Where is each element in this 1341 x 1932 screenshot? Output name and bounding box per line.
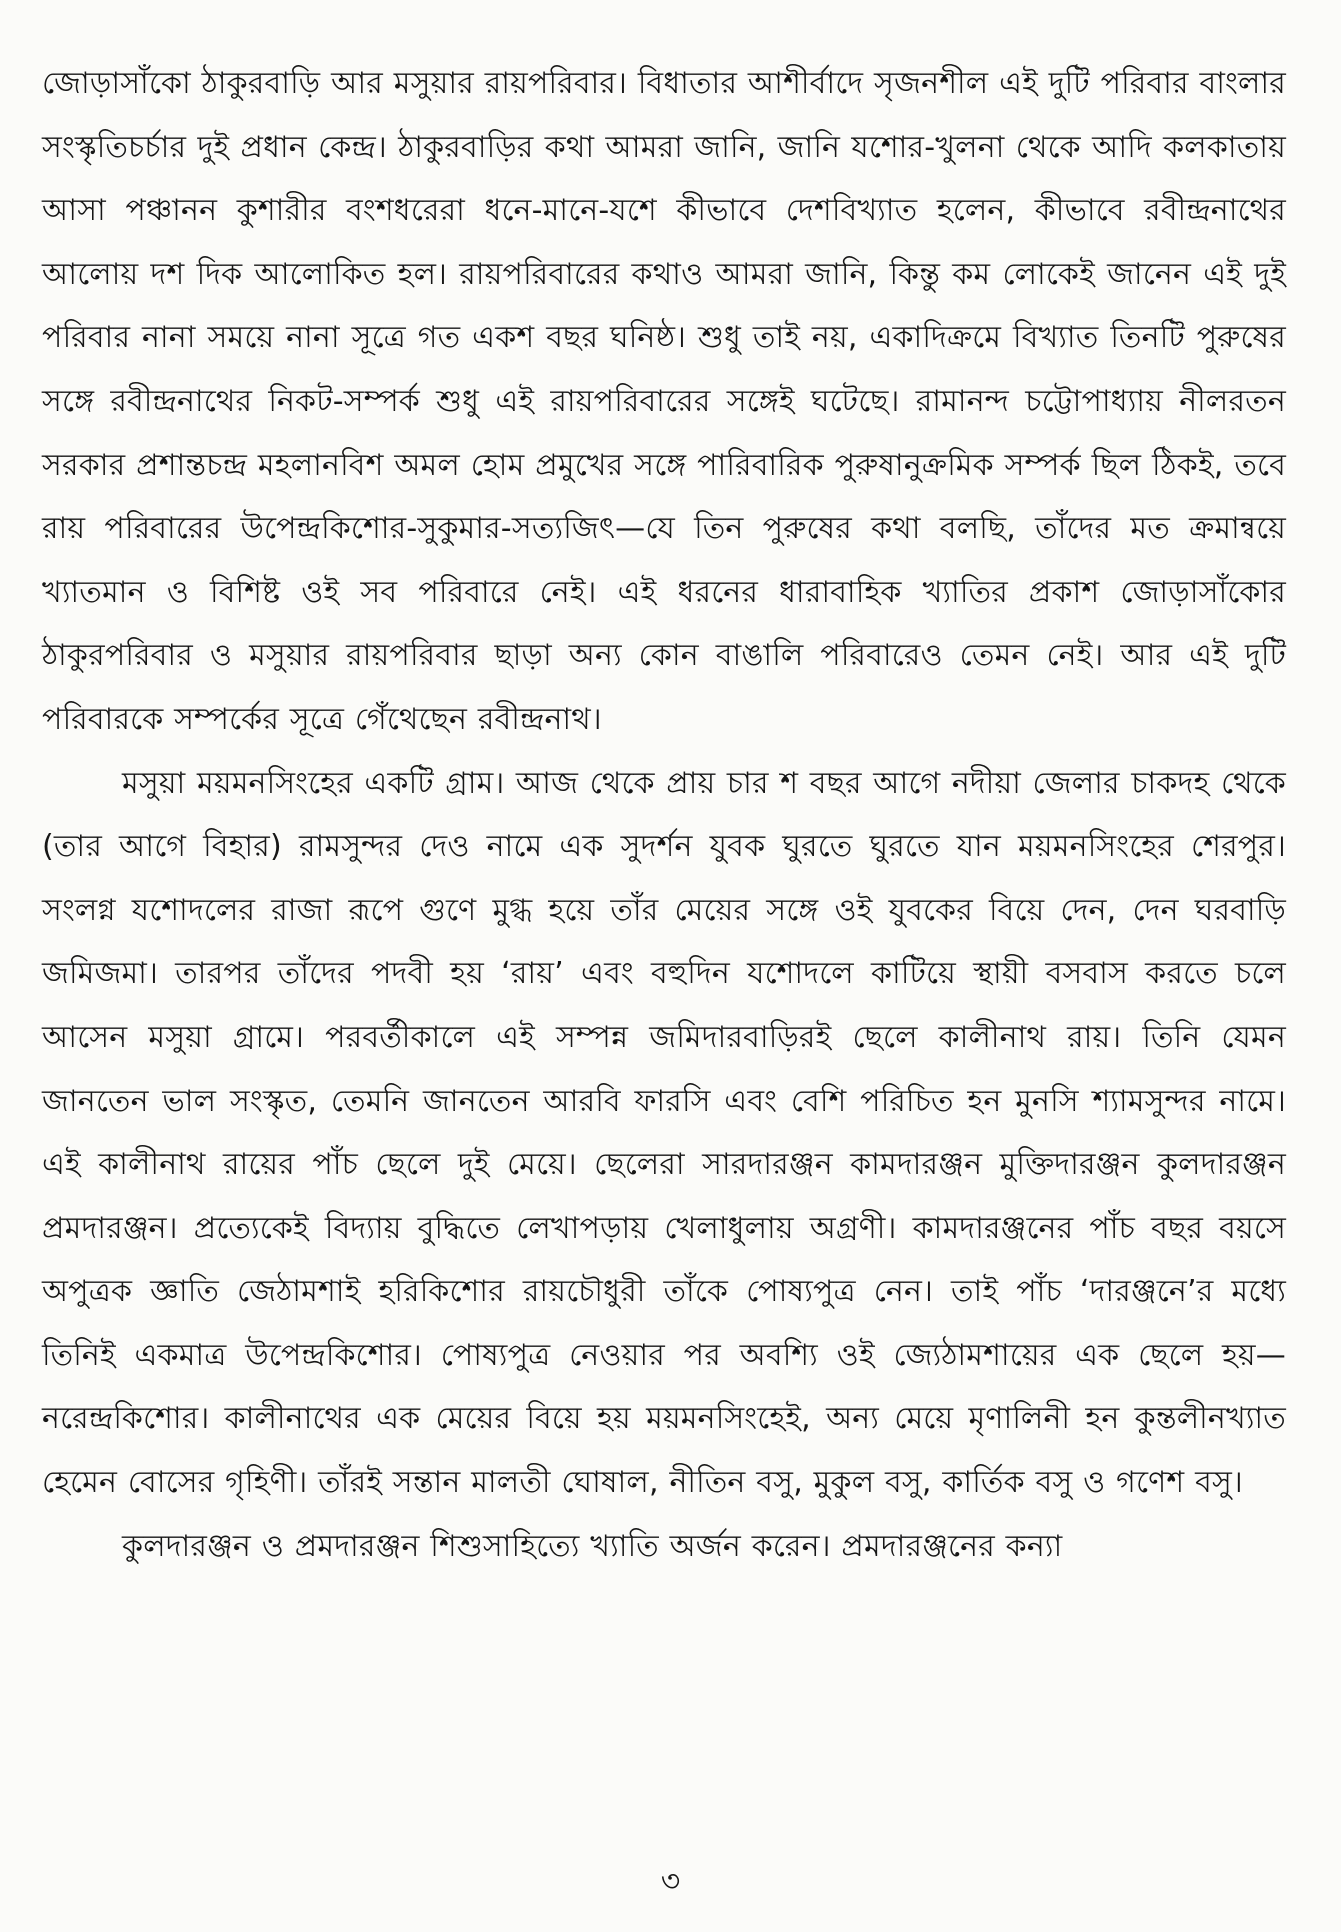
body-text <box>42 52 1286 1578</box>
paragraph-1: জোড়াসাঁকো ঠাকুরবাড়ি আর মসুয়ার রায়পরিবার। বিধাতার আশীর্বাদে সৃজনশীল এই দুটি পরিবার বাংলার সংস্কৃতিচর্চার দুই প্রধান কেন্দ্র। ঠাকুরবাড়ির কথা আমরা জানি, জানি যশোর-খুলনা থেকে আদি কলকাতায় আসা পঞ্চানন কুশারীর বংশধরেরা ধনে-মানে-যশে কীভাবে দেশবিখ্যাত হলেন, কীভাবে রবীন্দ্রনাথের আলোয় দশ দিক আলোকিত হল। রায়পরিবারের কথাও আমরা জানি, কিন্তু কম লোকেই জানেন এই দুই পরিবার নানা সময়ে নানা সূত্রে গত একশ বছর ঘনিষ্ঠ। শুধু তাই নয়, একাদিক্রমে বিখ্যাত তিনটি পুরুষের সঙ্গে রবীন্দ্রনাথের নিকট-সম্পর্ক শুধু এই রায়পরিবারের সঙ্গেই ঘটেছে। রামানন্দ চট্টোপাধ্যায় নীলরতন সরকার প্রশান্তচন্দ্র মহলানবিশ অমল হোম প্রমুখের সঙ্গে পারিবারিক পুরুষানুক্রমিক সম্পর্ক ছিল ঠিকই, তবে রায় পরিবারের উপেন্দ্রকিশোর-সুকুমার-সত্যজিৎ—যে তিন পুরুষের কথা বলছি, তাঁদের মত ক্রমান্বয়ে খ্যাতমান ও বিশিষ্ট ওই সব পরিবারে নেই। এই ধরনের ধারাবাহিক খ্যাতির প্রকাশ জোড়াসাঁকোর ঠাকুরপরিবার ও মসুয়ার রায়পরিবার ছাড়া অন্য কোন বাঙালি পরিবারেও তেমন নেই। আর এই দুটি পরিবারকে সম্পর্কের সূত্রে গেঁথেছেন রবীন্দ্রনাথ। <box>42 66 1286 737</box>
paragraph-2: মসুয়া ময়মনসিংহের একটি গ্রাম। আজ থেকে প্রায় চার শ বছর আগে নদীয়া জেলার চাকদহ থেকে (তার আগে বিহার) রামসুন্দর দেও নামে এক সুদর্শন যুবক ঘুরতে ঘুরতে যান ময়মনসিংহের শেরপুর। সংলগ্ন যশোদলের রাজা রূপে গুণে মুগ্ধ হয়ে তাঁর মেয়ের সঙ্গে ওই যুবকের বিয়ে দেন, দেন ঘরবাড়ি জমিজমা। তারপর তাঁদের পদবী হয় ‘রায়’ এবং বহুদিন যশোদলে কাটিয়ে স্থায়ী বসবাস করতে চলে আসেন মসুয়া গ্রামে। পরবর্তীকালে এই সম্পন্ন জমিদারবাড়িরই ছেলে কালীনাথ রায়। তিনি যেমন জানতেন ভাল সংস্কৃত, তেমনি জানতেন আরবি ফারসি এবং বেশি পরিচিত হন মুনসি শ্যামসুন্দর নামে। এই কালীনাথ রায়ের পাঁচ ছেলে দুই মেয়ে। ছেলেরা সারদারঞ্জন কামদারঞ্জন মুক্তিদারঞ্জন কুলদারঞ্জন প্রমদারঞ্জন। প্রত্যেকেই বিদ্যায় বুদ্ধিতে লেখাপড়ায় খেলাধুলায় অগ্রণী। কামদারঞ্জনের পাঁচ বছর বয়সে অপুত্রক জ্ঞাতি জেঠামশাই হরিকিশোর রায়চৌধুরী তাঁকে পোষ্যপুত্র নেন। তাই পাঁচ ‘দারঞ্জনে’র মধ্যে তিনিই একমাত্র উপেন্দ্রকিশোর। পোষ্যপুত্র নেওয়ার পর অবশ্যি ওই জ্যেঠামশায়ের এক ছেলে হয়—নরেন্দ্রকিশোর। কালীনাথের এক মেয়ের বিয়ে হয় ময়মনসিংহেই, অন্য মেয়ে মৃণালিনী হন কুন্তলীনখ্যাত হেমেন বোসের গৃহিণী। তাঁরই সন্তান মালতী ঘোষাল, নীতিন বসু, মুকুল বসু, কার্তিক বসু ও গণেশ বসু। <box>42 765 1286 1501</box>
page-number: ৩ <box>660 1864 681 1899</box>
paragraph-3: কুলদারঞ্জন ও প্রমদারঞ্জন শিশুসাহিত্যে খ্যাতি অর্জন করেন। প্রমদারঞ্জনের কন্যা <box>122 1528 1063 1564</box>
